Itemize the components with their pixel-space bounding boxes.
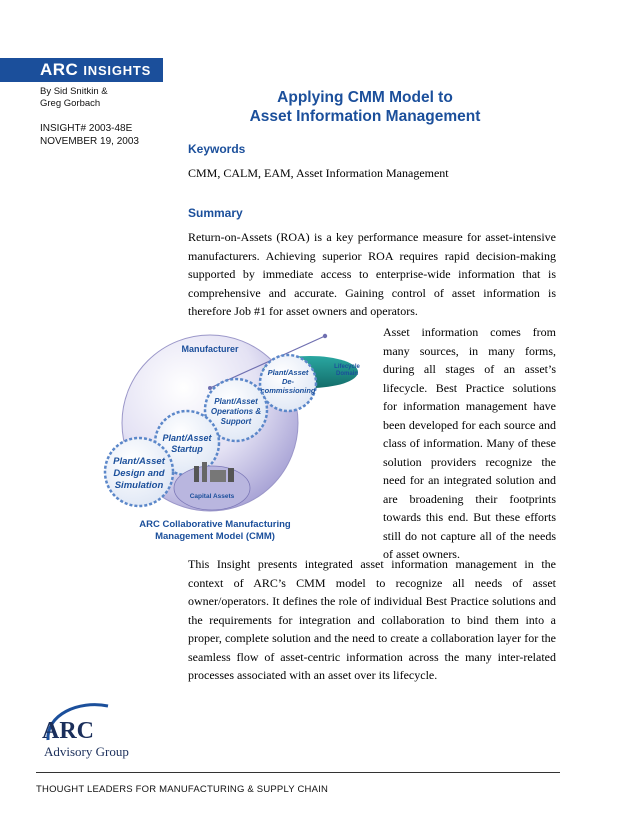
svg-text:Operations &: Operations &	[210, 407, 262, 416]
figure-caption-line-2: Management Model (CMM)	[155, 531, 275, 542]
svg-text:ARC: ARC	[42, 718, 94, 744]
side-paragraph: Asset information comes from many sources, in many forms, during all stages of an asset’s lifecycle. Best Practice solutions for information management have been developed for each source and class of information. Many of these solution providers recognize the need for an integrated solution and are broadening their footprints towards this end. But these efforts still do not capture all of the needs of asset owners.	[383, 325, 556, 561]
cmm-figure	[90, 328, 370, 543]
svg-text:Support: Support	[220, 417, 252, 426]
svg-text:Design and: Design and	[113, 468, 165, 479]
authors	[40, 86, 160, 110]
authors-line-1: By Sid Snitkin &	[40, 86, 108, 97]
arc-insights-banner	[0, 58, 163, 82]
stage-design	[105, 438, 173, 506]
stage-decommissioning	[260, 355, 316, 411]
svg-text:Simulation: Simulation	[114, 480, 164, 491]
arc-logo	[38, 700, 148, 762]
svg-text:De-: De-	[281, 377, 295, 386]
svg-text:Advisory Group: Advisory Group	[44, 744, 129, 759]
cmm-diagram	[90, 328, 370, 518]
lifecycle-label-1: Lifecycle	[334, 364, 360, 370]
svg-text:commissioning: commissioning	[260, 386, 316, 395]
summary-heading: Summary	[188, 206, 243, 220]
page-title-line-1: Applying CMM Model to	[277, 89, 453, 106]
banner-series: INSIGHTS	[83, 62, 152, 78]
banner-brand: ARC	[40, 60, 79, 79]
page-title	[230, 88, 500, 126]
svg-text:Plant/Asset: Plant/Asset	[162, 433, 212, 443]
svg-text:Plant/Asset: Plant/Asset	[267, 368, 309, 377]
summary-paragraph: Return-on-Assets (ROA) is a key performance measure for asset-intensive manufacturers. Achieving superior ROA requires rapid decision-making supported by immediate access to enterprise-wide information that is comprehensive and accurate. Gaining control of asset information is therefore Job #1 for asset owners and operators.	[188, 230, 556, 318]
insight-meta	[40, 122, 180, 148]
manufacturer-label: Manufacturer	[181, 344, 239, 354]
keywords-text: CMM, CALM, EAM, Asset Information Management	[188, 166, 449, 180]
figure-caption	[105, 519, 325, 543]
svg-text:Startup: Startup	[171, 444, 203, 454]
lifecycle-label-2: Domain	[335, 371, 359, 377]
footer-rule	[36, 772, 560, 773]
page-title-line-2: Asset Information Management	[249, 108, 481, 125]
figure-caption-line-1: ARC Collaborative Manufacturing	[139, 519, 291, 530]
lifecycle-arrow-tip	[323, 334, 327, 338]
arc-logo-graphic	[38, 700, 148, 762]
lifecycle-arrow-mid	[208, 386, 212, 390]
footer-tagline: THOUGHT LEADERS FOR MANUFACTURING & SUPPLY CHAIN	[36, 784, 329, 795]
insight-date: NOVEMBER 19, 2003	[40, 136, 139, 147]
insight-number: INSIGHT# 2003-48E	[40, 123, 133, 134]
body-paragraph: This Insight presents integrated asset information management in the context of ARC’s CMM model to recognize all needs of asset owner/operators. It defines the role of individual Best Practice solutions and the requirements for integration and collaboration to bind them into a proper, complete solution and the need to create a collaboration layer for the seamless flow of asset-centric information across the many inter-related processes associated with an asset over its lifecycle.	[188, 557, 556, 682]
authors-line-2: Greg Gorbach	[40, 98, 101, 109]
svg-text:Plant/Asset: Plant/Asset	[113, 456, 165, 467]
svg-text:Plant/Asset: Plant/Asset	[214, 397, 258, 406]
svg-text:Capital Assets: Capital Assets	[189, 493, 235, 500]
keywords-heading: Keywords	[188, 142, 246, 156]
